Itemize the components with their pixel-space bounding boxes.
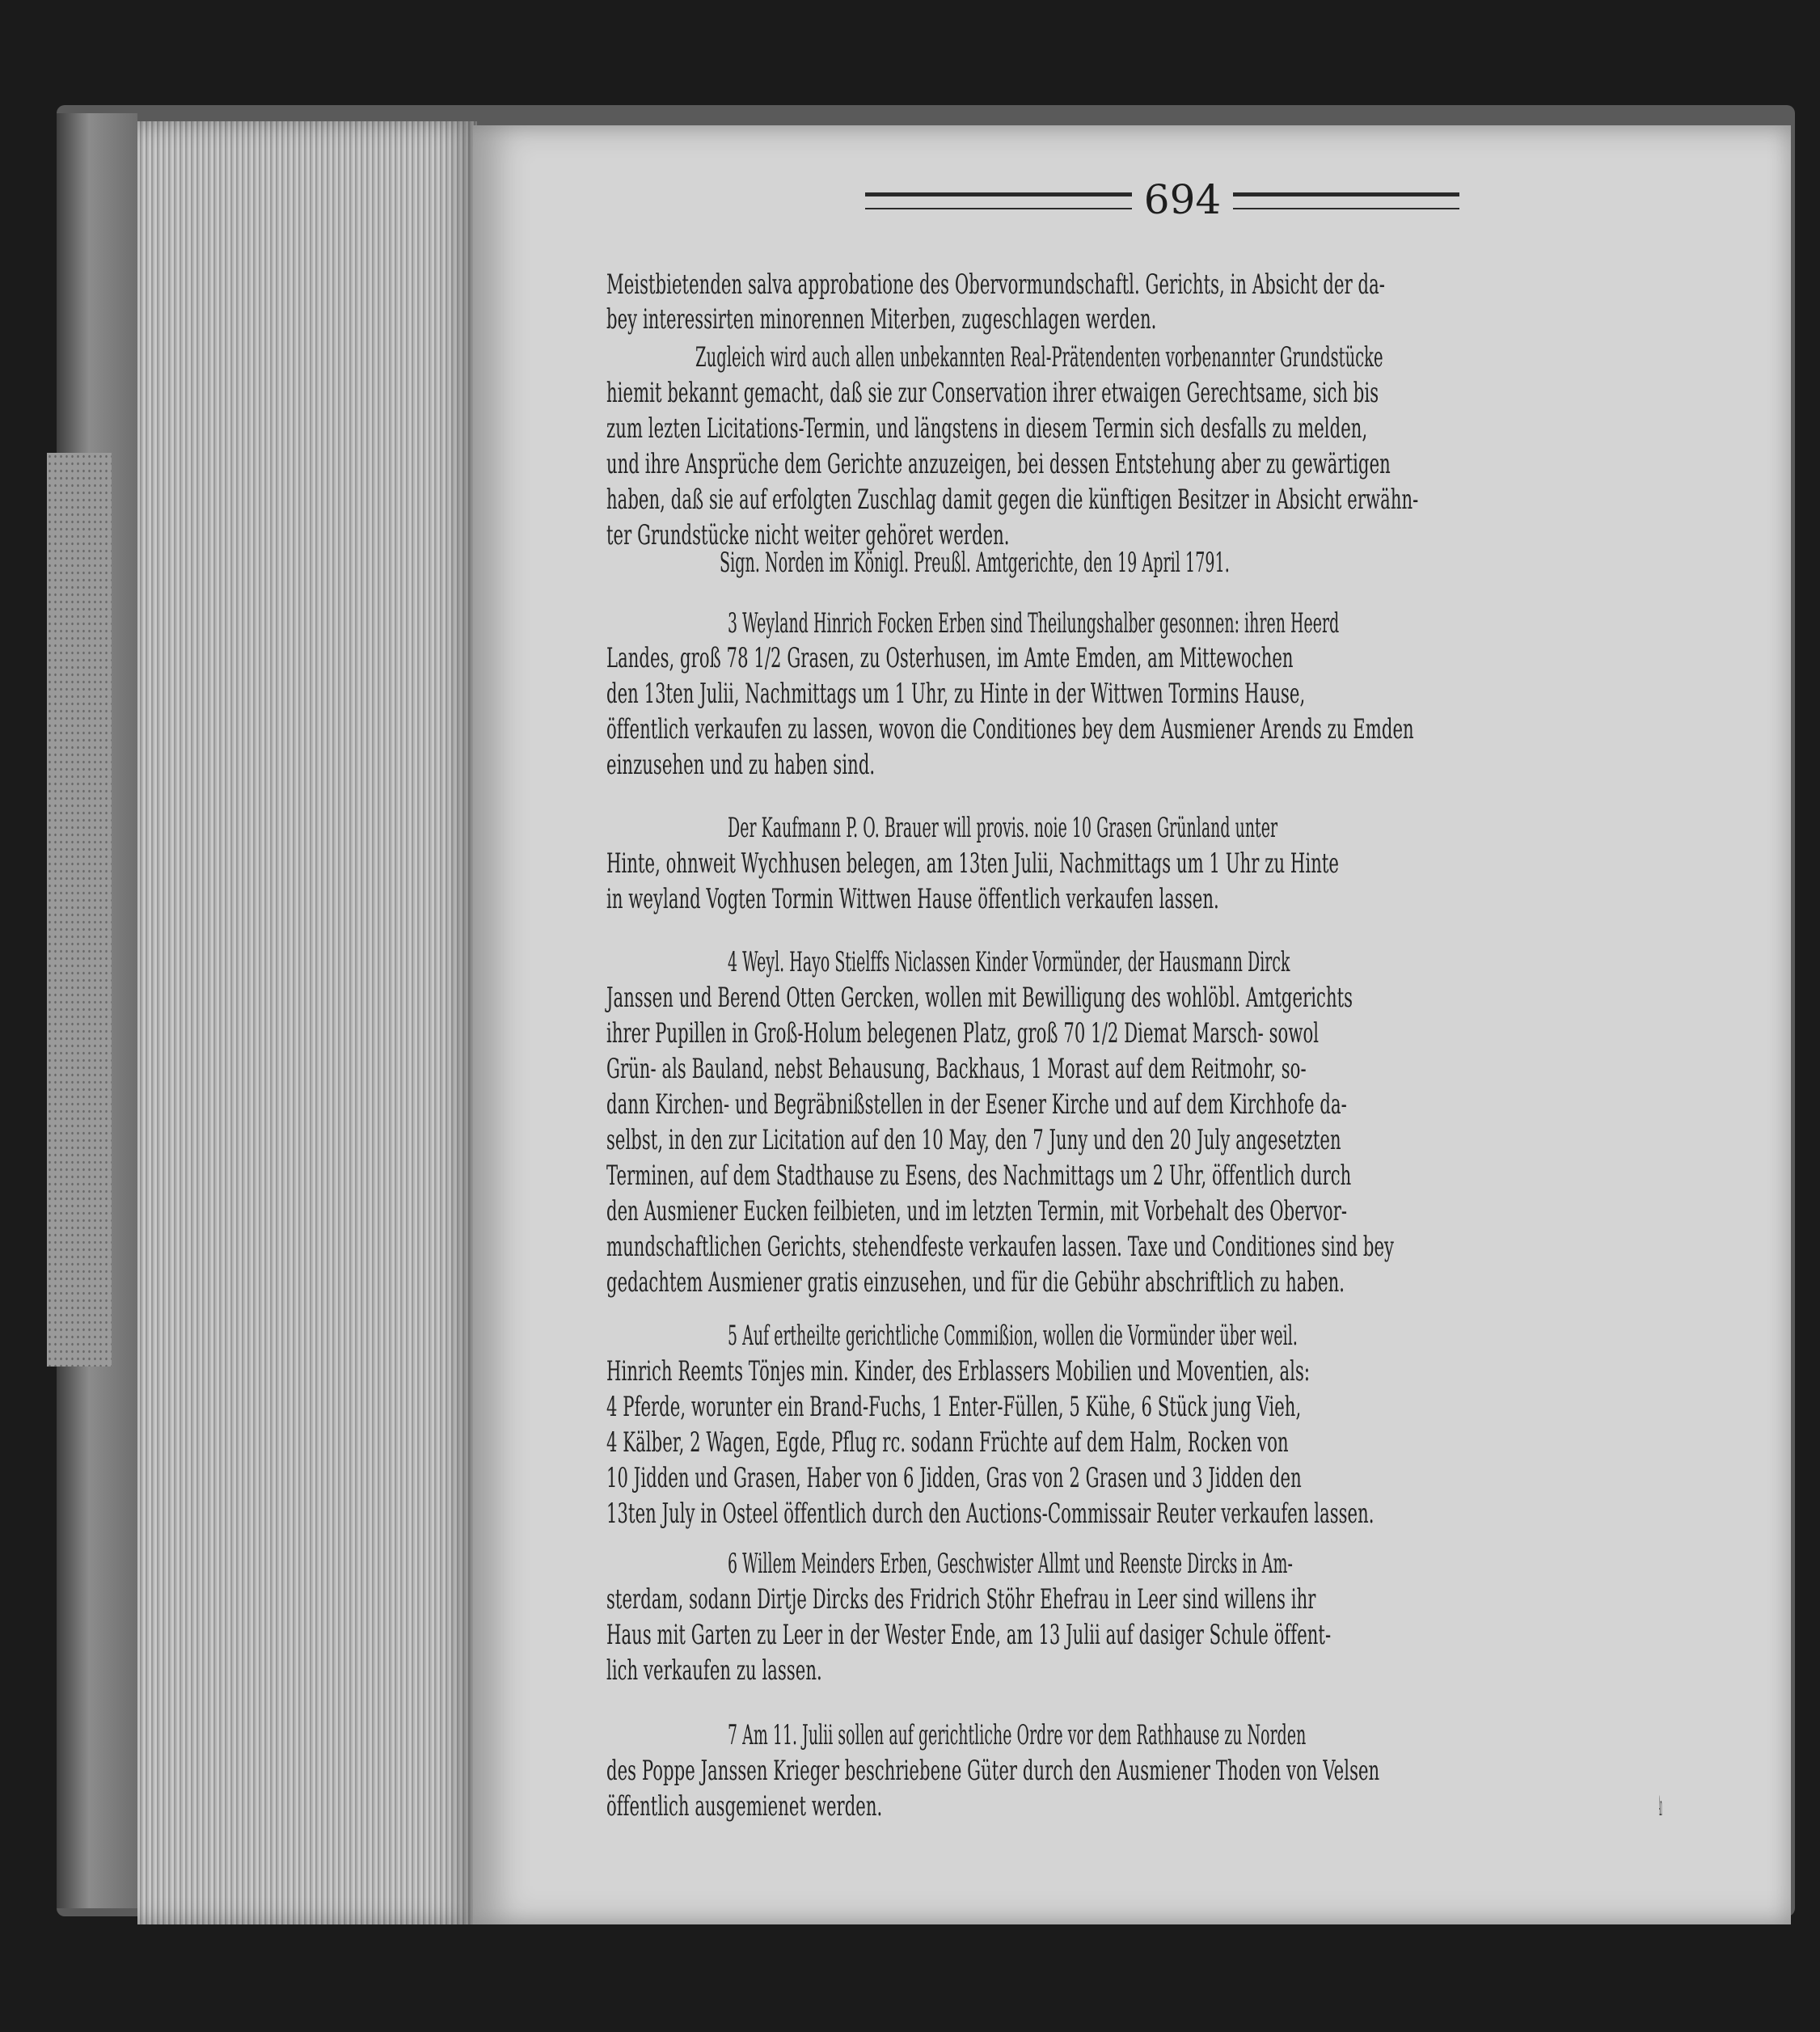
text-line: den Ausmiener Eucken feilbieten, und im letzten Termin, mit Vorbehalt des Obervor-	[606, 1195, 1348, 1227]
text-line: Haus mit Garten zu Leer in der Wester Ende, am 13 Julii auf dasiger Schule öffent-	[606, 1619, 1332, 1650]
text-line: 4 Pferde, worunter ein Brand-Fuchs, 1 Enter-Füllen, 5 Kühe, 6 Stück jung Vieh,	[606, 1391, 1302, 1422]
text-line: 10 Jidden und Grasen, Haber von 6 Jidden, Gras von 2 Grasen und 3 Jidden den	[606, 1462, 1302, 1493]
text-line: mundschaftlichen Gerichts, stehendfeste verkaufen lassen. Taxe und Conditiones sind bey	[606, 1231, 1395, 1262]
text-line: öffentlich ausgemienet werden.	[606, 1790, 883, 1822]
text-line: Hinte, ohnweit Wychhusen belegen, am 13ten Julii, Nachmittags um 1 Uhr zu Hinte	[606, 847, 1340, 879]
text-line: 7 Am 11. Julii sollen auf gerichtliche Ordre vor dem Rathhause zu Norden	[728, 1719, 1307, 1751]
text-line: Meistbietenden salva approbatione des Obervormundschaftl. Gerichts, in Absicht der da-	[606, 268, 1385, 300]
text-line: lich verkaufen zu lassen.	[606, 1654, 822, 1686]
text-line: hiemit bekannt gemacht, daß sie zur Conservation ihrer etwaigen Gerechtsame, sich bis	[606, 377, 1379, 408]
text-line: den 13ten Julii, Nachmittags um 1 Uhr, zu Hinte in der Wittwen Tormins Hause,	[606, 678, 1306, 709]
text-line: zum lezten Licitations-Termin, und längstens in diesem Termin sich desfalls zu melden,	[606, 412, 1368, 444]
catchword: Am	[1659, 1790, 1662, 1822]
text-line: gedachtem Ausmiener gratis einzusehen, und für die Gebühr abschriftlich zu haben.	[606, 1266, 1345, 1298]
text-line: 3 Weyland Hinrich Focken Erben sind Theilungshalber gesonnen: ihren Heerd	[728, 607, 1340, 639]
text-line: und ihre Ansprüche dem Gerichte anzuzeigen, bei dessen Entstehung aber zu gewärtigen	[606, 448, 1391, 479]
text-line: Hinrich Reemts Tönjes min. Kinder, des Erblassers Mobilien und Moventien, als:	[606, 1355, 1311, 1387]
text-line: Terminen, auf dem Stadthause zu Esens, des Nachmittags um 2 Uhr, öffentlich durch	[606, 1160, 1352, 1191]
text-line: selbst, in den zur Licitation auf den 10 May, den 7 Juny und den 20 July angesetzten	[606, 1124, 1341, 1155]
text-line: ihrer Pupillen in Groß-Holum belegenen Platz, groß 70 1/2 Diemat Marsch- sowol	[606, 1017, 1320, 1049]
text-line: Der Kaufmann P. O. Brauer will provis. noie 10 Grasen Grünland unter	[728, 812, 1278, 843]
text-line: Zugleich wird auch allen unbekannten Real-Prätendenten vorbenannter Grundstücke	[695, 341, 1383, 373]
page-edges	[137, 121, 477, 1924]
text-line: in weyland Vogten Tormin Wittwen Hause öffentlich verkaufen lassen.	[606, 883, 1219, 915]
text-line: einzusehen und zu haben sind.	[606, 749, 876, 780]
text-line: 5 Auf ertheilte gerichtliche Commißion, wollen die Vormünder über weil.	[728, 1320, 1298, 1351]
text-line: sterdam, sodann Dirtje Dircks des Fridrich Stöhr Ehefrau in Leer sind willens ihr	[606, 1583, 1316, 1615]
text-line: dann Kirchen- und Begräbnißstellen in der Esener Kirche und auf dem Kirchhofe da-	[606, 1088, 1347, 1120]
page-number: 694	[1143, 176, 1222, 223]
text-line: öffentlich verkaufen zu lassen, wovon die Conditiones bey dem Ausmiener Arends zu Emden	[606, 713, 1414, 745]
text-line: 6 Willem Meinders Erben, Geschwister Allmt und Reenste Dircks in Am-	[728, 1548, 1293, 1579]
text-line: ter Grundstücke nicht weiter gehöret werden.	[606, 519, 1010, 551]
text-line: Janssen und Berend Otten Gercken, wollen mit Bewilligung des wohlöbl. Amtgerichts	[606, 982, 1353, 1013]
signature-line: Sign. Norden im Königl. Preußl. Amtgerichte, den 19 April 1791.	[720, 547, 1230, 578]
text-line: des Poppe Janssen Krieger beschriebene Güter durch den Ausmiener Thoden von Velsen	[606, 1755, 1380, 1786]
spine-label	[47, 453, 112, 1367]
text-line: Landes, groß 78 1/2 Grasen, zu Osterhusen, im Amte Emden, am Mittewochen	[606, 642, 1294, 674]
text-line: 13ten July in Osteel öffentlich durch den Auctions-Commissair Reuter verkaufen lassen.	[606, 1498, 1375, 1529]
text-line: Grün- als Bauland, nebst Behausung, Backhaus, 1 Morast auf dem Reitmohr, so-	[606, 1053, 1307, 1084]
header-rule-right	[1233, 192, 1459, 209]
text-line: 4 Kälber, 2 Wagen, Egde, Pflug rc. sodann Früchte auf dem Halm, Rocken von	[606, 1426, 1289, 1458]
text-line: haben, daß sie auf erfolgten Zuschlag damit gegen die künftigen Besitzer in Absicht erwähn-	[606, 484, 1419, 515]
text-line: bey interessirten minorennen Miterben, zugeschlagen werden.	[606, 303, 1157, 335]
text-line: 4 Weyl. Hayo Stielffs Niclassen Kinder Vormünder, der Hausmann Dirck	[728, 946, 1290, 978]
header-rule-left	[865, 192, 1132, 209]
